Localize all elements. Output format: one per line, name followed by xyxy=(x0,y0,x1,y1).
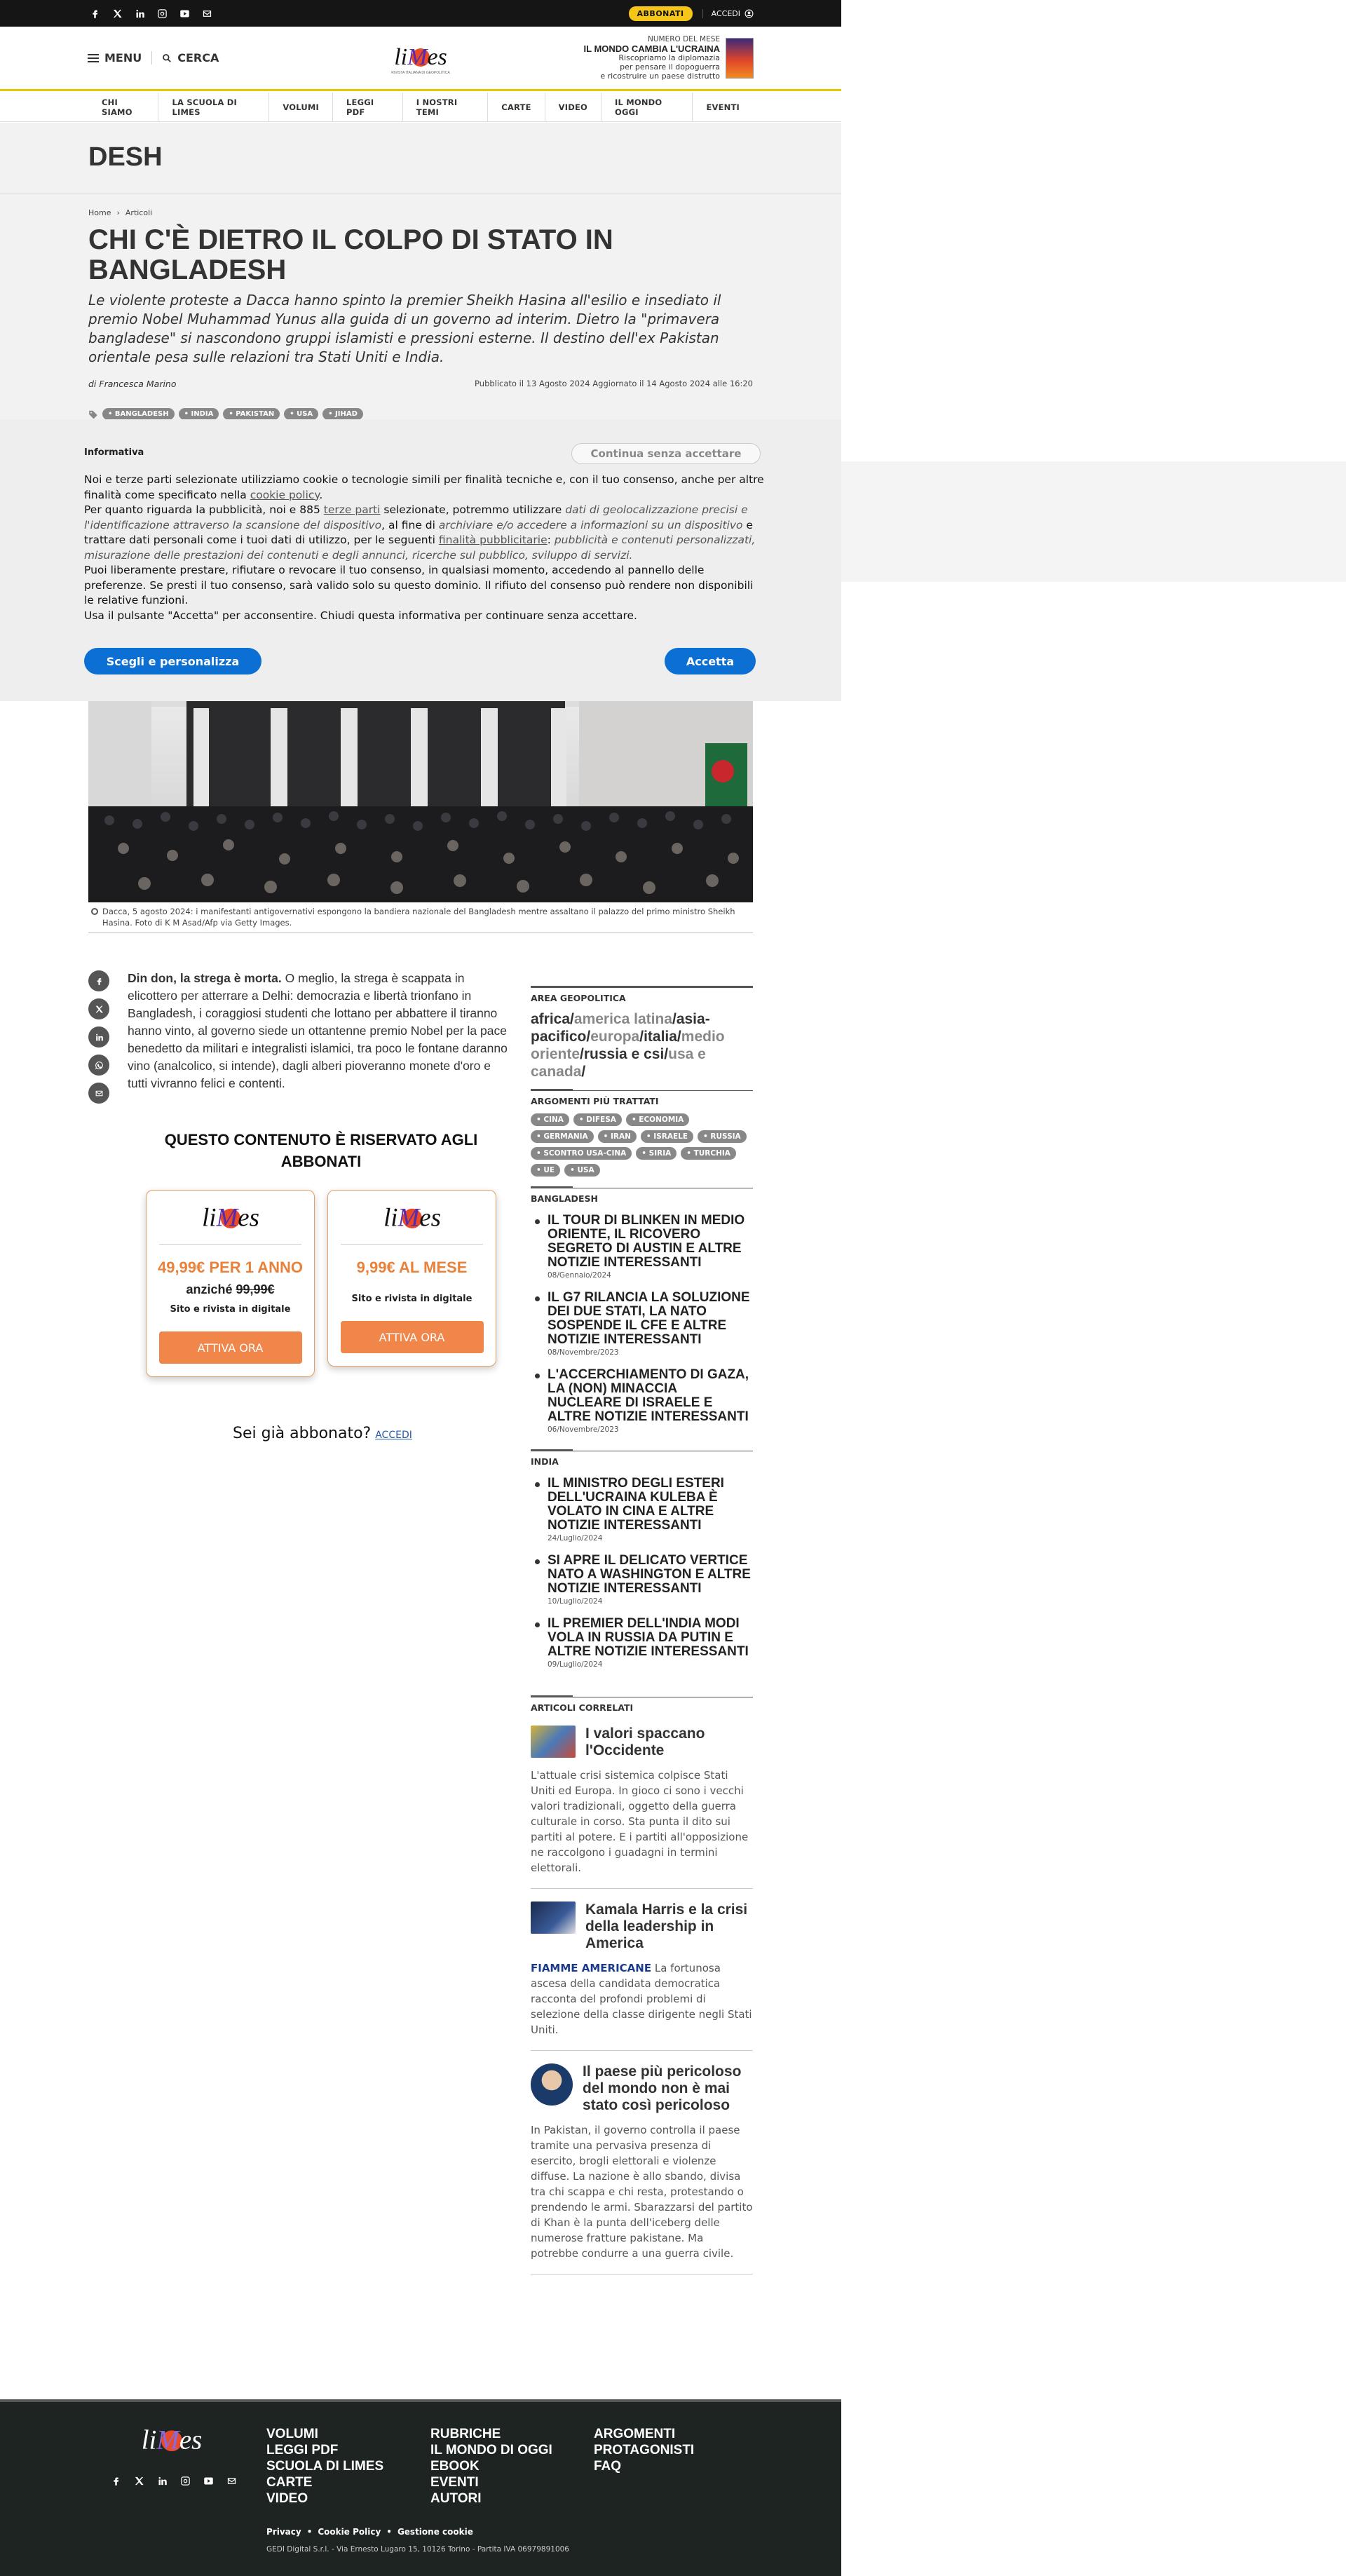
customize-button[interactable]: Scegli e personalizza xyxy=(84,648,261,674)
footer-link-eventi[interactable]: EVENTI xyxy=(430,2475,479,2490)
area-link-asia-pacifico[interactable]: asia-pacifico xyxy=(531,1011,710,1045)
news-date: 24/Luglio/2024 xyxy=(548,1534,603,1543)
nav-item-volumi[interactable]: VOLUMI xyxy=(269,93,333,122)
news-title[interactable]: SI APRE IL DELICATO VERTICE NATO A WASHINGTON E ALTRE NOTIZIE INTERESSANTI xyxy=(548,1553,751,1596)
related-article-text: L'attuale crisi sistemica colpisce Stati Uniti ed Europa. In gioco ci sono i vecchi valori tradizionali, oggetto della guerra culturale in corso. Sta punta il dito sui partiti al potere. E i partiti all'opposizione ne raccolgono i guadagni in termini elettorali. xyxy=(531,1769,749,1874)
news-date: 08/Novembre/2023 xyxy=(548,1348,619,1357)
instagram-icon[interactable] xyxy=(178,2474,192,2488)
already-subscribed xyxy=(233,1425,412,1442)
news-date: 09/Luglio/2024 xyxy=(548,1660,603,1669)
footer-link-ebook[interactable]: EBOOK xyxy=(430,2459,480,2474)
related-article-header xyxy=(531,2063,753,2114)
search-icon xyxy=(162,53,172,63)
tag-usa[interactable]: • USA xyxy=(284,408,318,420)
youtube-icon[interactable] xyxy=(177,6,191,20)
cookie-text-3: Puoi liberamente prestare, rifiutare o revocare il tuo consenso, in qualsiasi momento, accedendo al pannello delle preferenze. Se presti il tuo consenso, sarà valido solo su questo dominio. Il rifiuto del consenso può rendere non disponibili le relative funzioni. xyxy=(84,564,754,606)
news-item[interactable] xyxy=(531,1368,753,1434)
cookie-text-2d: e trattare dati personali come i tuoi dati di utilizzo, per le seguenti xyxy=(84,518,753,546)
topic-tag-siria[interactable]: • SIRIA xyxy=(636,1147,677,1160)
footer-legal-link-privacy[interactable]: Privacy xyxy=(266,2527,301,2537)
menu-button[interactable] xyxy=(88,51,142,65)
chevron-right-icon: › xyxy=(116,208,120,217)
related-article-title[interactable]: Kamala Harris e la crisi della leadership in America xyxy=(585,1902,748,1951)
topic-tag-russia[interactable]: • RUSSIA xyxy=(698,1130,747,1143)
footer-link-leggi-pdf[interactable]: LEGGI PDF xyxy=(266,2443,339,2458)
related-article-description xyxy=(531,2122,753,2261)
share-whatsapp-icon[interactable] xyxy=(88,1055,109,1076)
article-header xyxy=(0,123,841,421)
nav-item-il-mondo-oggi[interactable]: IL MONDO OGGI xyxy=(601,93,693,122)
cookie-policy-link[interactable]: cookie policy xyxy=(250,488,320,501)
news-title[interactable]: IL PREMIER DELL'INDIA MODI VOLA IN RUSSIA DA PUTIN E ALTRE NOTIZIE INTERESSANTI xyxy=(548,1616,749,1659)
related-heading: ARTICOLI CORRELATI xyxy=(531,1697,753,1713)
footer-link-carte[interactable]: CARTE xyxy=(266,2475,313,2490)
youtube-icon[interactable] xyxy=(201,2474,215,2488)
footer-column-3 xyxy=(594,2426,694,2474)
activate-yearly-button[interactable]: ATTIVA ORA xyxy=(159,1331,302,1364)
footer-link-rubriche[interactable]: RUBRICHE xyxy=(430,2427,501,2441)
mail-icon[interactable] xyxy=(224,2474,238,2488)
nav-item-eventi[interactable]: EVENTI xyxy=(706,102,740,112)
plan-card-monthly xyxy=(327,1190,496,1367)
separator: / xyxy=(580,1046,584,1062)
separator: / xyxy=(639,1029,644,1045)
limes-logo xyxy=(328,1202,496,1238)
topic-tag-economia[interactable]: • ECONOMIA xyxy=(626,1113,689,1126)
cookie-text-4: Usa il pulsante "Accetta" per acconsentire. Chiudi questa informativa per continuare senza accettare. xyxy=(84,609,637,622)
topic-tag-cina[interactable]: • CINA xyxy=(531,1113,569,1126)
footer-column-2 xyxy=(430,2426,552,2507)
footer-link-argomenti[interactable]: ARGOMENTI xyxy=(594,2427,676,2441)
camera-icon xyxy=(91,908,98,915)
topic-tags xyxy=(531,1113,753,1177)
linkedin-icon[interactable] xyxy=(155,2474,169,2488)
article-subtitle: Le violente proteste a Dacca hanno spinto la premier Sheikh Hasina all'esilio e insediato il premio Nobel Muhammad Yunus alla guida di un governo ad interim. Dietro la "primavera bangladese" si nascondono gruppi islamisti e pressioni esterne. Il destino dell'ex Pakistan orientale pesa sulle relazioni tra Stati Uniti e India. xyxy=(88,292,721,365)
related-article[interactable] xyxy=(531,2061,753,2275)
related-article-description xyxy=(531,1768,753,1876)
login-link[interactable]: ACCEDI xyxy=(375,1430,412,1441)
topic-tag-turchia[interactable]: • TURCHIA xyxy=(681,1147,736,1160)
news-title[interactable]: L'ACCERCHIAMENTO DI GAZA, LA (NON) MINACCIA NUCLEARE DI ISRAELE E ALTRE NOTIZIE INTERESSANTI xyxy=(548,1367,749,1424)
topic-tag-israele[interactable]: • ISRAELE xyxy=(641,1130,693,1143)
activate-monthly-button[interactable]: ATTIVA ORA xyxy=(341,1321,484,1353)
bangladesh-heading: BANGLADESH xyxy=(531,1188,753,1204)
footer xyxy=(0,2399,841,2576)
footer-link-scuola-di-limes[interactable]: SCUOLA DI LIMES xyxy=(266,2459,384,2474)
x-twitter-icon[interactable] xyxy=(132,2474,146,2488)
related-article-header xyxy=(531,1902,753,1952)
promo-line-2: per pensare il dopoguerra xyxy=(620,62,720,72)
photo-caption xyxy=(88,906,753,933)
facebook-icon[interactable] xyxy=(88,6,102,20)
area-link-russia-e-csi[interactable]: russia e csi xyxy=(583,1046,665,1062)
limes-logo[interactable] xyxy=(130,2423,214,2462)
share-email-icon[interactable] xyxy=(88,1083,109,1104)
area-link-italia[interactable]: italia xyxy=(644,1029,677,1045)
x-twitter-icon[interactable] xyxy=(110,6,124,20)
section-title: DESH xyxy=(88,142,163,172)
news-title[interactable]: IL G7 RILANCIA LA SOLUZIONE DEI DUE STATI, LA NATO SOSPENDE IL CFE E ALTRE NOTIZIE INTERESSANTI xyxy=(548,1290,750,1347)
area-link-usa-e-canada[interactable]: usa e canada xyxy=(531,1046,706,1080)
topic-tag-difesa[interactable]: • DIFESA xyxy=(573,1113,622,1126)
cookie-text xyxy=(84,473,764,623)
footer-link-volumi[interactable]: VOLUMI xyxy=(266,2427,318,2441)
news-item[interactable] xyxy=(531,1554,753,1606)
cookie-title: Informativa xyxy=(84,447,144,458)
footer-legal-link-cookie-policy[interactable]: Cookie Policy xyxy=(318,2527,381,2537)
footer-link-faq[interactable]: FAQ xyxy=(594,2459,622,2474)
third-parties-link[interactable]: terze parti xyxy=(323,503,381,516)
news-date: 08/Gennaio/2024 xyxy=(548,1271,611,1280)
related-article-title[interactable]: I valori spaccano l'Occidente xyxy=(585,1726,705,1758)
tag-jihad[interactable]: • JIHAD xyxy=(322,408,363,420)
related-article-thumbnail[interactable] xyxy=(531,1902,576,1934)
topic-tag-scontro-usa-cina[interactable]: • SCONTRO USA-CINA xyxy=(531,1147,632,1160)
lead-text: O meglio, la strega è scappata in elicottero per atterrare a Delhi: democrazia e libertà trionfano in Bangladesh, i coraggiosi studenti che lottano per abbattere il tiranno hanno vinto, al governo siede un ottantenne premio Nobel per la pace benedetto da militari e integralisti islamici, tra poco le fontane daranno vino (analcolico, si intende), dagli alberi pioveranno monete d'oro e tutti vivranno felici e contenti. xyxy=(128,971,508,1090)
main-nav xyxy=(0,93,841,122)
separator: / xyxy=(581,1064,586,1080)
area-heading: AREA GEOPOLITICA xyxy=(531,986,753,1003)
cookie-banner xyxy=(0,419,841,701)
search-button[interactable] xyxy=(151,51,219,65)
topic-tag-iran[interactable]: • IRAN xyxy=(598,1130,637,1143)
area-link-africa[interactable]: africa xyxy=(531,1011,571,1027)
cookie-text-2-italic-3: pubblicità e contenuti personalizzati, misurazione delle prestazioni dei contenuti e degli annunci, ricerche sul pubblico, sviluppo di servizi. xyxy=(84,534,756,562)
issue-promo[interactable] xyxy=(584,35,754,81)
news-item[interactable] xyxy=(531,1291,753,1357)
limes-logo xyxy=(147,1202,314,1238)
nav-item-chi-siamo[interactable]: CHI SIAMO xyxy=(88,93,158,122)
limes-logo[interactable] xyxy=(386,42,456,76)
nav-item-leggi-pdf[interactable]: LEGGI PDF xyxy=(333,93,403,122)
related-article-text: La fortunosa ascesa della candidata democratica racconta del profondi problemi di selezione della classe dirigente negli Stati Uniti. xyxy=(531,1962,752,2036)
separator: / xyxy=(677,1029,681,1045)
article-photo xyxy=(88,701,753,902)
lead-bold: Din don, la strega è morta. xyxy=(128,971,282,985)
plan-card-yearly xyxy=(146,1190,315,1377)
topic-tag-ue[interactable]: • UE xyxy=(531,1164,560,1177)
related-article-title[interactable]: Il paese più pericoloso del mondo non è mai stato così pericoloso xyxy=(583,2063,742,2113)
svg-text:liMes: liMes xyxy=(383,1202,441,1232)
related-article-thumbnail[interactable] xyxy=(531,1726,576,1758)
footer-link-video[interactable]: VIDEO xyxy=(266,2491,308,2506)
sidebar xyxy=(531,986,753,2284)
user-icon xyxy=(745,9,754,18)
plan-description: Sito e rivista in digitale xyxy=(170,1304,291,1315)
promo-line-3: e ricostruire un paese distrutto xyxy=(600,72,720,81)
divider xyxy=(0,193,841,194)
publish-dates: Pubblicato il 13 Agosto 2024 Aggiornato il 14 Agosto 2024 alle 16:20 xyxy=(475,379,753,388)
plan-old-price-value: 99,99€ xyxy=(236,1282,275,1296)
issue-cover-image[interactable] xyxy=(726,38,754,79)
promo-line-1: Riscopriamo la diplomazia xyxy=(618,53,720,62)
login-link[interactable] xyxy=(702,9,754,18)
tag-bangladesh[interactable]: • BANGLADESH xyxy=(102,408,175,420)
cookie-text-2: Per quanto riguarda la pubblicità, noi e 885 xyxy=(84,503,324,516)
news-item[interactable] xyxy=(531,1617,753,1669)
page-title: CHI C'È DIETRO IL COLPO DI STATO IN BANGLADESH xyxy=(88,224,613,285)
cookie-text-1: Noi e terze parti selezionate utilizziamo cookie o tecnologie simili per finalità tecniche e, con il tuo consenso, anche per altre finalità come specificato nella xyxy=(84,473,764,501)
tag-icon xyxy=(88,409,98,419)
breadcrumb-home[interactable]: Home xyxy=(88,208,111,217)
related-article[interactable] xyxy=(531,1723,753,1889)
share-linkedin-icon[interactable] xyxy=(88,1026,109,1048)
photo-caption-text: Dacca, 5 agosto 2024: i manifestanti antigovernativi espongono la bandiera nazionale del Bangladesh mentre assaltano il palazzo del primo ministro Sheikh Hasina. Foto di K M Asad/Afp via Getty Images. xyxy=(102,907,735,928)
plan-description: Sito e rivista in digitale xyxy=(351,1294,473,1304)
cookie-text-1b: . xyxy=(319,488,323,501)
footer-social-links xyxy=(109,2474,238,2488)
already-subscribed-text: Sei già abbonato? xyxy=(233,1425,372,1442)
news-date: 06/Novembre/2023 xyxy=(548,1425,619,1434)
area-list xyxy=(531,1010,753,1080)
cookie-text-2b: selezionate, potremmo utilizzare xyxy=(380,503,566,516)
footer-link-il-mondo-di-oggi[interactable]: IL MONDO DI OGGI xyxy=(430,2443,552,2458)
header xyxy=(0,27,841,91)
footer-link-autori[interactable]: AUTORI xyxy=(430,2491,482,2506)
related-article-thumbnail[interactable] xyxy=(531,2063,573,2106)
separator: / xyxy=(672,1011,677,1027)
article-lead xyxy=(128,970,512,1092)
promo-title: IL MONDO CAMBIA L'UCRAINA xyxy=(583,43,720,54)
svg-text:RIVISTA ITALIANA DI GEOPOLITIC: RIVISTA ITALIANA DI GEOPOLITICA xyxy=(391,71,450,75)
social-links xyxy=(88,6,214,20)
footer-legal-link-gestione-cookie[interactable]: Gestione cookie xyxy=(397,2527,473,2537)
login-label: ACCEDI xyxy=(711,8,740,18)
bangladesh-news xyxy=(531,1214,753,1434)
nav-item-video[interactable]: VIDEO xyxy=(545,93,601,122)
nav-item-i-nostri-temi[interactable]: I NOSTRI TEMI xyxy=(403,93,488,122)
nav-item-carte[interactable]: CARTE xyxy=(488,93,545,122)
mail-icon[interactable] xyxy=(200,6,214,20)
author-byline[interactable]: di Francesca Marino xyxy=(88,379,177,389)
svg-text:liMes: liMes xyxy=(394,44,447,70)
separator: / xyxy=(586,1029,591,1045)
cookie-text-2-italic-1: dati di geolocalizzazione precisi e l'identificazione attraverso la scansione del dispositivo xyxy=(84,503,748,531)
news-date: 10/Luglio/2024 xyxy=(548,1597,603,1606)
share-facebook-icon[interactable] xyxy=(88,970,109,991)
news-title[interactable]: IL TOUR DI BLINKEN IN MEDIO ORIENTE, IL RICOVERO SEGRETO DI AUSTIN E ALTRE NOTIZIE INTERESSANTI xyxy=(548,1213,745,1270)
related-article[interactable] xyxy=(531,1899,753,2051)
continue-without-accepting-button[interactable]: Continua senza accettare xyxy=(571,443,761,464)
breadcrumb-articles[interactable]: Articoli xyxy=(125,208,153,217)
related-article-description xyxy=(531,1960,753,2038)
svg-text:liMes: liMes xyxy=(201,1202,259,1232)
facebook-icon[interactable] xyxy=(109,2474,123,2488)
separator: / xyxy=(570,1011,574,1027)
plan-price: 9,99€ AL MESE xyxy=(356,1259,468,1276)
plan-instead-label: anziché xyxy=(186,1282,233,1296)
cookie-overlay-extension xyxy=(841,461,1346,582)
news-item[interactable] xyxy=(531,1477,753,1543)
topic-tag-usa[interactable]: • USA xyxy=(564,1164,600,1177)
top-bar xyxy=(0,0,841,27)
cookie-text-2-italic-2: archiviare e/o accedere a informazioni su un dispositivo xyxy=(438,518,743,531)
cookie-text-2e: : xyxy=(547,534,555,546)
india-heading: INDIA xyxy=(531,1451,753,1467)
share-buttons xyxy=(88,970,109,1104)
news-item[interactable] xyxy=(531,1214,753,1280)
news-title[interactable]: IL MINISTRO DEGLI ESTERI DELL'UCRAINA KULEBA È VOLATO IN CINA E ALTRE NOTIZIE INTERESSANTI xyxy=(548,1476,724,1533)
search-label: CERCA xyxy=(177,51,219,65)
plan-price: 49,99€ PER 1 ANNO xyxy=(157,1259,304,1276)
footer-column-1 xyxy=(266,2426,383,2507)
related-article-header xyxy=(531,1726,753,1759)
paywall-title: QUESTO CONTENUTO È RISERVATO AGLI ABBONATI xyxy=(164,1131,478,1170)
related-articles xyxy=(531,1723,753,2275)
article-tags xyxy=(88,408,363,420)
advertising-purposes-link[interactable]: finalità pubblicitarie xyxy=(438,534,548,546)
bullet-separator: • xyxy=(386,2527,392,2537)
svg-text:liMes: liMes xyxy=(141,2425,203,2455)
related-article-kicker[interactable]: FIAMME AMERICANE xyxy=(531,1962,652,1974)
menu-label: MENU xyxy=(104,51,142,65)
plan-old-price xyxy=(147,1282,314,1297)
subscribe-button[interactable]: ABBONATI xyxy=(629,6,693,21)
breadcrumb xyxy=(88,208,152,217)
share-x-icon[interactable] xyxy=(88,998,109,1019)
area-link-america-latina[interactable]: america latina xyxy=(573,1011,672,1027)
linkedin-icon[interactable] xyxy=(132,6,147,20)
related-article-text: In Pakistan, il governo controlla il paese tramite una pervasiva presenza di esercito, brogli elettorali e violenze diffuse. La nazione è allo sbando, divisa tra chi scappa e chi resta, protestando o prendendo le armi. Sbarazzarsi del partito di Khan è la punta dell'iceberg delle numerose fratture pakistane. Ma potrebbe condurre a una guerra civile. xyxy=(531,2124,753,2260)
tag-pakistan[interactable]: • PAKISTAN xyxy=(223,408,280,420)
accept-button[interactable]: Accetta xyxy=(665,648,756,674)
tag-india[interactable]: • INDIA xyxy=(179,408,219,420)
instagram-icon[interactable] xyxy=(155,6,169,20)
footer-legal-links xyxy=(266,2527,473,2537)
area-link-medio-oriente[interactable]: medio oriente xyxy=(531,1029,725,1062)
india-news xyxy=(531,1477,753,1669)
cookie-text-2c: , al fine di xyxy=(381,518,439,531)
hamburger-icon xyxy=(88,53,99,63)
footer-link-protagonisti[interactable]: PROTAGONISTI xyxy=(594,2443,695,2458)
topics-heading: ARGOMENTI PIÙ TRATTATI xyxy=(531,1090,753,1106)
area-link-europa[interactable]: europa xyxy=(590,1029,640,1045)
bullet-separator: • xyxy=(306,2527,313,2537)
topic-tag-germania[interactable]: • GERMANIA xyxy=(531,1130,594,1143)
promo-kicker: NUMERO DEL MESE xyxy=(647,35,720,43)
separator: / xyxy=(664,1046,669,1062)
nav-item-la-scuola-di-limes[interactable]: LA SCUOLA DI LIMES xyxy=(158,93,269,122)
footer-legal-text: GEDI Digital S.r.l. - Via Ernesto Lugaro 15, 10126 Torino - Partita IVA 06979891006 xyxy=(266,2545,569,2554)
